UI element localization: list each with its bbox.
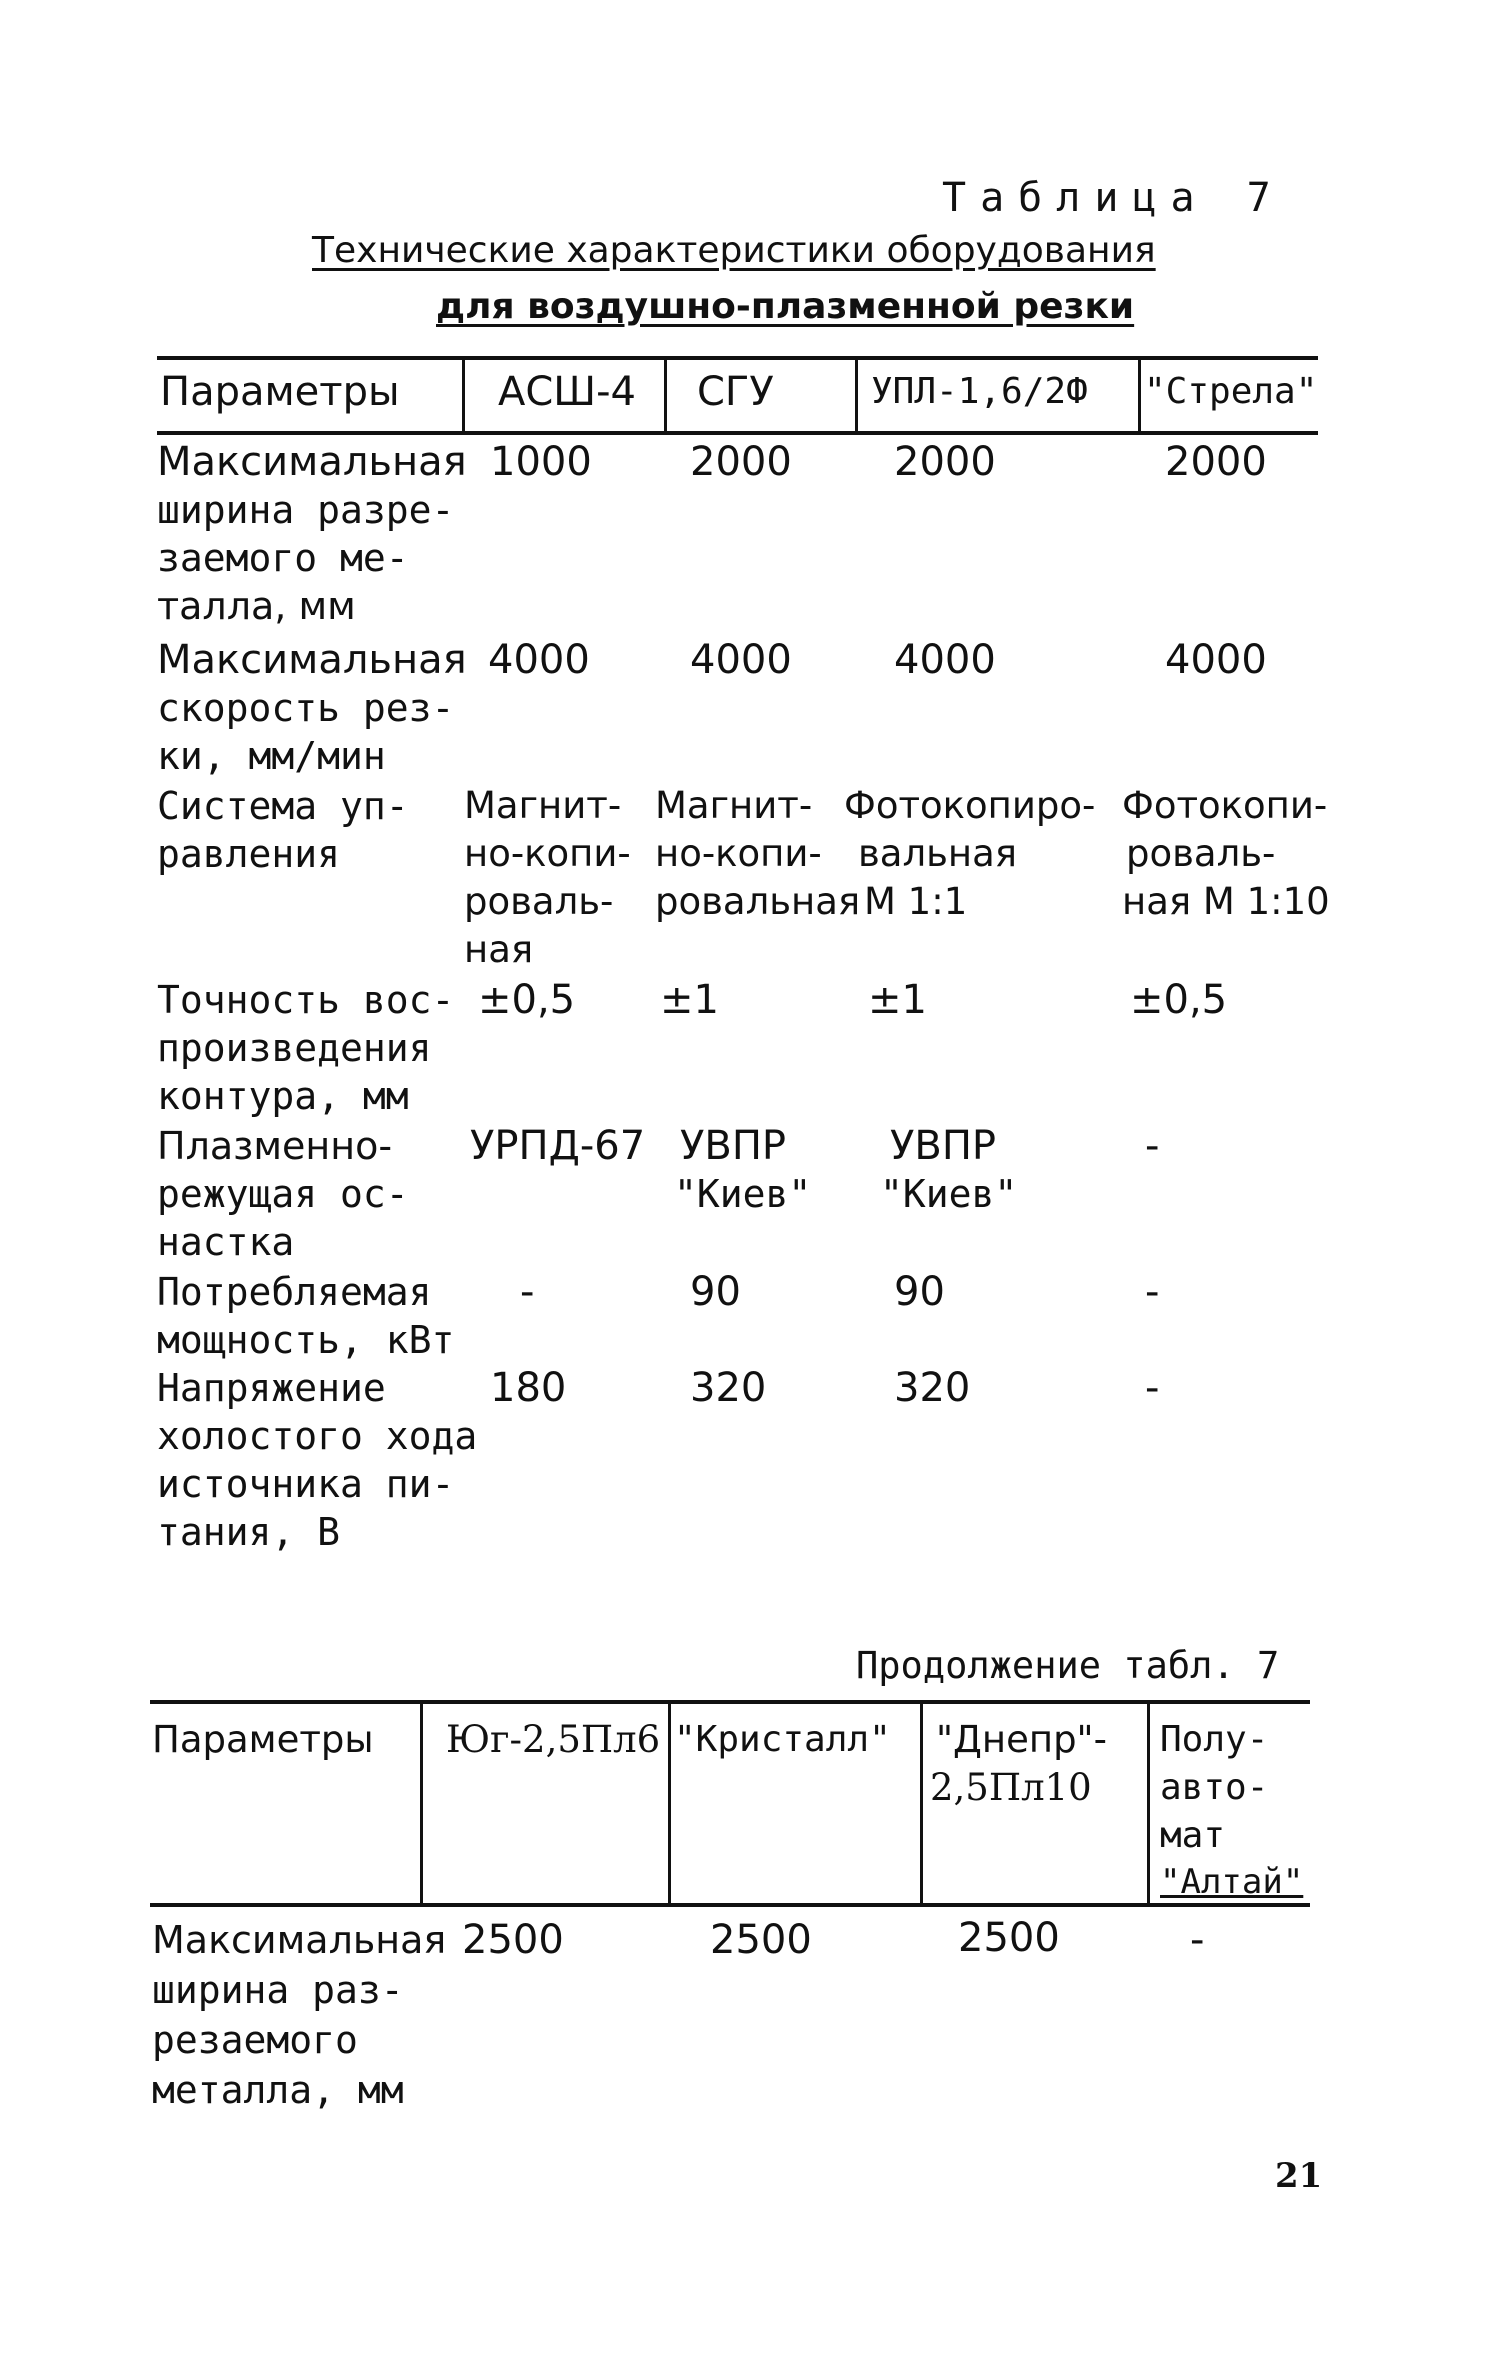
continuation-header-rule xyxy=(150,1903,1310,1907)
row3-val-asch4-l3: роваль- xyxy=(464,880,614,923)
row3-val-asch4-l4: ная xyxy=(464,928,534,971)
row4-val-strela: ±0,5 xyxy=(1130,977,1228,1023)
table-top-rule xyxy=(157,356,1318,360)
row5-val-sgu-l2: "Киев" xyxy=(674,1172,812,1216)
row3-val-strela-l2: роваль- xyxy=(1126,832,1276,875)
row3-val-asch4-l2: но-копи- xyxy=(464,832,631,875)
row2-val-sgu: 4000 xyxy=(690,637,792,683)
table-label: Таблица 7 xyxy=(942,175,1285,221)
row1-val-sgu: 2000 xyxy=(690,439,792,485)
row3-val-sgu-l1: Магнит- xyxy=(655,784,813,827)
cont-row-val-dnepr: 2500 xyxy=(958,1915,1060,1961)
row1-val-upl: 2000 xyxy=(894,439,996,485)
row2-param-l2: скорость рез- xyxy=(157,686,455,730)
row7-val-strela: - xyxy=(1145,1365,1160,1411)
row6-val-sgu: 90 xyxy=(690,1269,741,1315)
row1-param-l4: талла, мм xyxy=(157,584,356,628)
cont-row-val-kristall: 2500 xyxy=(710,1917,812,1963)
cont-row-param-l1: Максимальная xyxy=(152,1918,447,1962)
row6-param-l1: Потребляемая xyxy=(157,1270,432,1314)
row1-val-asch4: 1000 xyxy=(490,439,592,485)
header-divider xyxy=(1138,358,1141,433)
page-number: 21 xyxy=(1275,2156,1323,2196)
row3-param-l2: равления xyxy=(157,832,341,876)
row4-val-asch4: ±0,5 xyxy=(478,977,576,1023)
table-title-line1: Технические характеристики оборудования xyxy=(312,230,1156,271)
header-divider xyxy=(1147,1702,1150,1905)
row2-val-strela: 4000 xyxy=(1165,637,1267,683)
row3-val-upl-l3: М 1:1 xyxy=(864,880,968,923)
row4-param-l3: контура, мм xyxy=(157,1074,409,1118)
cont-row-val-yug: 2500 xyxy=(462,1917,564,1963)
row3-val-asch4-l1: Магнит- xyxy=(464,784,622,827)
row6-val-upl: 90 xyxy=(894,1269,945,1315)
cont-header-dnepr-l1: "Днепр"- xyxy=(936,1718,1107,1761)
cont-row-param-l3: резаемого xyxy=(152,2018,358,2062)
row3-param-l1: Система уп- xyxy=(157,784,409,828)
header-upl: УПЛ-1,6/2Ф xyxy=(871,371,1088,412)
table-title-line2: для воздушно-плазменной резки xyxy=(436,286,1135,327)
header-divider xyxy=(855,358,858,433)
header-sgu: СГУ xyxy=(697,369,774,415)
row3-val-upl-l2: вальная xyxy=(858,832,1018,875)
header-divider xyxy=(920,1702,923,1905)
row7-param-l3: источника пи- xyxy=(157,1462,455,1506)
row4-param-l1: Точность вос- xyxy=(157,978,455,1022)
row5-val-upl-l2: "Киев" xyxy=(880,1172,1018,1216)
header-asch4: АСШ-4 xyxy=(498,369,636,415)
row7-param-l4: тания, В xyxy=(157,1510,341,1554)
row2-param-l1: Максимальная xyxy=(157,637,467,683)
row7-param-l2: холостого хода xyxy=(157,1414,478,1458)
cont-header-kristall: "Кристалл" xyxy=(674,1719,891,1760)
row7-val-sgu: 320 xyxy=(690,1365,767,1411)
header-divider xyxy=(420,1702,423,1905)
row5-val-asch4: УРПД-67 xyxy=(470,1123,646,1169)
row1-val-strela: 2000 xyxy=(1165,439,1267,485)
row3-val-strela-l3: ная М 1:10 xyxy=(1122,880,1330,923)
row2-val-asch4: 4000 xyxy=(488,637,590,683)
row5-val-strela: - xyxy=(1145,1123,1160,1169)
row4-val-upl: ±1 xyxy=(868,977,927,1023)
row5-param-l3: настка xyxy=(157,1220,295,1264)
row6-param-l2: мощность, кВт xyxy=(157,1318,455,1362)
header-strela: "Стрела" xyxy=(1144,371,1318,412)
row4-param-l2: произведения xyxy=(157,1026,432,1070)
row1-param-l1: Максимальная xyxy=(157,439,467,485)
table-header-rule xyxy=(157,431,1318,435)
header-divider xyxy=(462,358,465,433)
cont-header-parameters: Параметры xyxy=(152,1718,374,1761)
cont-header-altai-l2: авто- xyxy=(1160,1767,1269,1808)
row1-param-l3: заемого ме- xyxy=(157,536,409,580)
cont-header-altai-l4: "Алтай" xyxy=(1160,1862,1304,1902)
row1-param-l2: ширина разре- xyxy=(157,488,455,532)
row2-val-upl: 4000 xyxy=(894,637,996,683)
header-divider xyxy=(668,1702,671,1905)
row5-param-l2: режущая ос- xyxy=(157,1172,409,1216)
cont-row-param-l4: металла, мм xyxy=(152,2068,404,2112)
row3-val-upl-l1: Фотокопиро- xyxy=(844,784,1096,827)
row5-val-upl-l1: УВПР xyxy=(890,1123,997,1169)
row7-val-asch4: 180 xyxy=(490,1365,567,1411)
cont-row-param-l2: ширина раз- xyxy=(152,1968,404,2012)
header-parameters: Параметры xyxy=(160,369,400,415)
cont-header-dnepr-l2: 2,5Пл10 xyxy=(930,1766,1092,1809)
row4-val-sgu: ±1 xyxy=(660,977,719,1023)
cont-row-val-altai: - xyxy=(1190,1917,1205,1963)
continuation-label: Продолжение табл. 7 xyxy=(856,1644,1280,1687)
row7-param-l1: Напряжение xyxy=(157,1366,386,1410)
row3-val-sgu-l2: но-копи- xyxy=(655,832,822,875)
row3-val-sgu-l3: ровальная xyxy=(655,880,861,923)
row6-val-strela: - xyxy=(1145,1269,1160,1315)
row3-val-strela-l1: Фотокопи- xyxy=(1122,784,1328,827)
row2-param-l3: ки, мм/мин xyxy=(157,734,386,778)
cont-header-yug: Юг-2,5Пл6 xyxy=(446,1718,661,1761)
header-divider xyxy=(664,358,667,433)
cont-header-altai-l1: Полу- xyxy=(1160,1719,1269,1760)
cont-header-altai-l3: мат xyxy=(1160,1815,1226,1856)
row5-val-sgu-l1: УВПР xyxy=(680,1123,787,1169)
row5-param-l1: Плазменно- xyxy=(157,1124,393,1168)
continuation-top-rule xyxy=(150,1700,1310,1704)
row6-val-asch4: - xyxy=(520,1269,535,1315)
row7-val-upl: 320 xyxy=(894,1365,971,1411)
